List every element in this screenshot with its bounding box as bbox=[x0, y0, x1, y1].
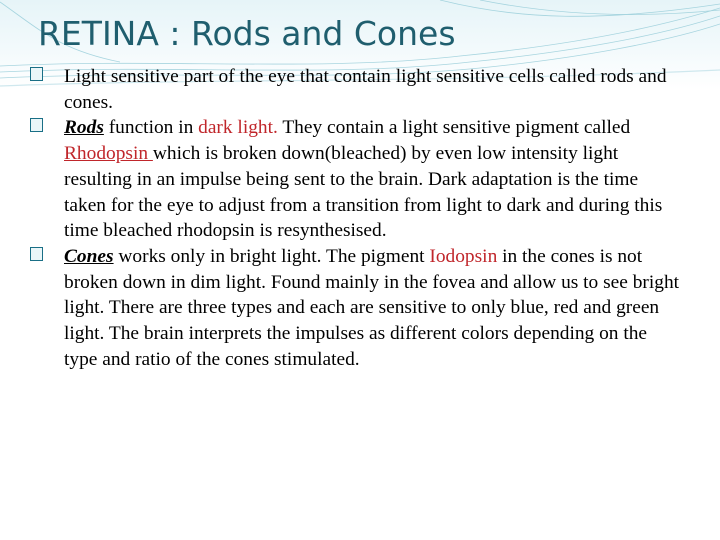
rods-text-1: function in bbox=[103, 117, 199, 139]
retina-text: Light sensitive part of the eye that contain light sensitive cells called rods and cones. bbox=[64, 66, 667, 113]
paragraph-rods bbox=[30, 115, 680, 244]
cones-text-2: in the cones is not broken down in dim light. Found mainly in the fovea and allow us to see bright light. There are three types and each are sensitive to only blue, red and green light. The brain interprets the impulses as different colors depending on the type and ratio of the cones stimulated. bbox=[64, 245, 680, 370]
rods-highlight-rhodopsin: Rhodopsin bbox=[64, 143, 153, 165]
square-bullet-icon bbox=[30, 115, 64, 141]
rods-text-2: They contain a light sensitive pigment called bbox=[277, 117, 631, 139]
square-bullet-icon bbox=[30, 244, 64, 270]
term-rods: Rods bbox=[64, 117, 104, 139]
slide-title: RETINA : Rods and Cones bbox=[38, 14, 456, 53]
term-cones: Cones bbox=[64, 245, 114, 267]
slide-body bbox=[30, 64, 680, 372]
square-bullet-icon bbox=[30, 64, 64, 90]
paragraph-retina bbox=[30, 64, 680, 115]
rods-text-3: which is broken down(bleached) by even low intensity light resulting in an impulse being sent to the brain. Dark adaptation is the time taken for the eye to adjust from a transition from light to dark and during this time bleached rhodopsin is resynthesised. bbox=[64, 143, 663, 242]
cones-highlight-iodopsin: Iodopsin bbox=[429, 245, 498, 267]
cones-text-1: works only in bright light. The pigment bbox=[113, 245, 430, 267]
paragraph-cones bbox=[30, 244, 680, 373]
rods-highlight-dark-light: dark light. bbox=[198, 117, 278, 139]
